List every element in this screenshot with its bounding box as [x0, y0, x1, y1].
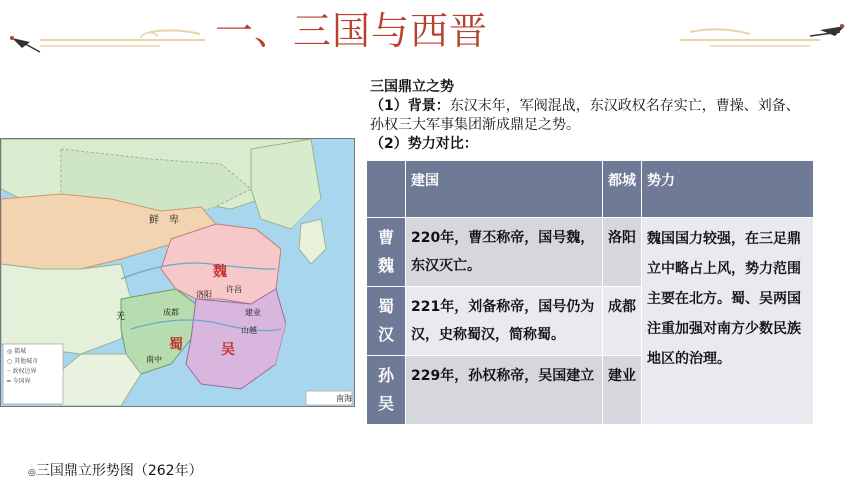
legend-item: ┈ 政权边界	[7, 368, 37, 375]
state-cell: 蜀汉	[367, 287, 406, 356]
map-label-wei: 魏	[213, 264, 227, 280]
header-decoration-right	[670, 18, 855, 58]
power-cell: 魏国国力较强，在三足鼎立中略占上风，势力范围主要在北方。蜀、吴两国注重加强对南方少数民族地区的治理。	[642, 218, 814, 425]
founding-cell: 221年，刘备称帝，国号仍为汉，史称蜀汉，简称蜀。	[406, 287, 603, 356]
map-legend	[7, 347, 38, 387]
state-cell: 孙吴	[367, 356, 406, 425]
map-label-wu: 吴	[221, 342, 235, 358]
three-kingdoms-map	[0, 138, 355, 407]
table-header-row	[367, 161, 814, 218]
legend-item: ◎ 都城	[7, 348, 27, 355]
map-graphic	[1, 139, 354, 406]
founding-cell: 229年，孙权称帝，吴国建立	[406, 356, 603, 425]
header-cell-capital: 都城	[603, 161, 642, 218]
header-cell-blank	[367, 161, 406, 218]
capital-cell: 成都	[603, 287, 642, 356]
header-cell-power: 势力	[642, 161, 814, 218]
table-row	[367, 218, 814, 287]
map-label-luoyang: 洛阳	[196, 290, 212, 299]
page-title: 一、三国与西晋	[215, 9, 489, 53]
caption-marker-icon: ◎	[28, 468, 36, 478]
background-text: 东汉末年，军阀混战，东汉政权名存实亡，曹操、刘备、孙权三大军事集团渐成鼎足之势。	[370, 98, 800, 133]
map-caption: ◎三国鼎立形势图（262年）	[28, 463, 203, 479]
crane-icon	[10, 36, 40, 52]
map-label-nanzhong: 南中	[146, 355, 162, 364]
map-label-nanhai: 南海	[336, 394, 352, 403]
legend-item: ○ 其他城市	[7, 358, 39, 365]
compare-label: （2）势力对比：	[370, 136, 478, 152]
capital-cell: 建业	[603, 356, 642, 425]
intro-text	[370, 78, 810, 154]
map-label-qiang: 羌	[116, 312, 126, 322]
map-label-shanyue: 山越	[241, 326, 257, 335]
map-label-shu: 蜀	[169, 337, 183, 353]
founding-cell: 220年，曹丕称帝，国号魏，东汉灭亡。	[406, 218, 603, 287]
comparison-table	[366, 160, 814, 425]
section-heading: 三国鼎立之势	[370, 79, 454, 95]
map-label-chengdu: 成都	[163, 308, 179, 317]
capital-cell: 洛阳	[603, 218, 642, 287]
header-decoration-left	[0, 18, 215, 58]
header-cell-founding: 建国	[406, 161, 603, 218]
legend-item: ━ 今国界	[7, 378, 31, 385]
map-label-xianbei: 鲜 卑	[149, 215, 179, 226]
crane-icon	[810, 24, 845, 36]
state-cell: 曹魏	[367, 218, 406, 287]
background-label: （1）背景：	[370, 98, 450, 114]
map-label-jianye: 建业	[245, 308, 261, 317]
background-paragraph	[370, 97, 810, 135]
map-label-xuchang: 许昌	[226, 285, 242, 294]
